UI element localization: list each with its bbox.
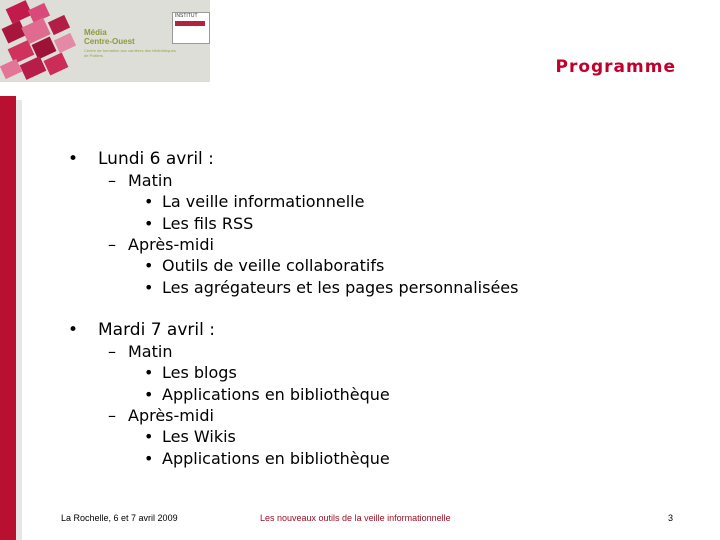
item-label: La veille informationnelle <box>162 192 365 211</box>
item-label: Applications en bibliothèque <box>162 448 390 468</box>
period-label: Matin <box>128 342 173 361</box>
period-label: Après-midi <box>128 235 214 254</box>
bullet-icon: • <box>144 363 154 382</box>
programme-item <box>60 384 700 406</box>
institut-strip <box>175 21 205 26</box>
programme-item <box>60 277 700 299</box>
period-label: Matin <box>128 171 173 190</box>
period-item <box>60 234 700 255</box>
day-label: Lundi 6 avril : <box>98 149 214 169</box>
bullet-icon: • <box>144 427 154 446</box>
period-item <box>60 170 700 191</box>
institut-logo <box>172 12 210 44</box>
item-label: Les agrégateurs et les pages personnalisées <box>162 277 519 297</box>
bullet-icon: • <box>144 213 154 233</box>
programme-item <box>60 448 700 470</box>
period-item <box>60 405 700 426</box>
colored-squares-logo-icon <box>0 0 84 82</box>
day-monday <box>60 148 700 170</box>
period-item <box>60 341 700 362</box>
left-bar-shadow <box>16 100 22 540</box>
bullet-icon: • <box>68 320 79 340</box>
bullet-icon: • <box>144 384 154 404</box>
footer-presentation-title: Les nouveaux outils de la veille informationnelle <box>260 513 451 523</box>
programme-item <box>60 362 700 384</box>
footer-date-location: La Rochelle, 6 et 7 avril 2009 <box>61 513 178 523</box>
dash-icon: – <box>108 342 116 361</box>
dash-icon: – <box>108 406 116 425</box>
programme-item <box>60 255 700 277</box>
bullet-icon: • <box>144 448 154 468</box>
day-tuesday <box>60 319 700 341</box>
footer-page-number: 3 <box>668 513 674 523</box>
period-label: Après-midi <box>128 406 214 425</box>
programme-content <box>60 148 700 469</box>
day-label: Mardi 7 avril : <box>98 320 215 340</box>
logo-title-line2: Centre-Ouest <box>84 37 135 46</box>
item-label: Applications en bibliothèque <box>162 384 390 404</box>
item-label: Les Wikis <box>162 427 236 446</box>
logo-title-line1: Média <box>84 28 107 37</box>
item-label: Outils de veille collaboratifs <box>162 256 385 275</box>
bullet-icon: • <box>144 256 154 275</box>
bullet-icon: • <box>144 277 154 297</box>
programme-item <box>60 426 700 448</box>
programme-item <box>60 213 700 235</box>
programme-item <box>60 191 700 213</box>
media-centre-ouest-logo <box>0 0 210 82</box>
institut-label: INSTITUT <box>175 13 198 19</box>
item-label: Les fils RSS <box>162 213 254 233</box>
dash-icon: – <box>108 235 116 254</box>
logo-subtitle: Centre de formation aux carrières des bibliothèques de Poitiers <box>84 48 176 58</box>
bullet-icon: • <box>68 149 79 169</box>
left-accent-bar <box>0 96 16 540</box>
bullet-icon: • <box>144 192 154 211</box>
dash-icon: – <box>108 171 116 190</box>
item-label: Les blogs <box>162 363 237 382</box>
slide-title: Programme <box>555 57 676 77</box>
